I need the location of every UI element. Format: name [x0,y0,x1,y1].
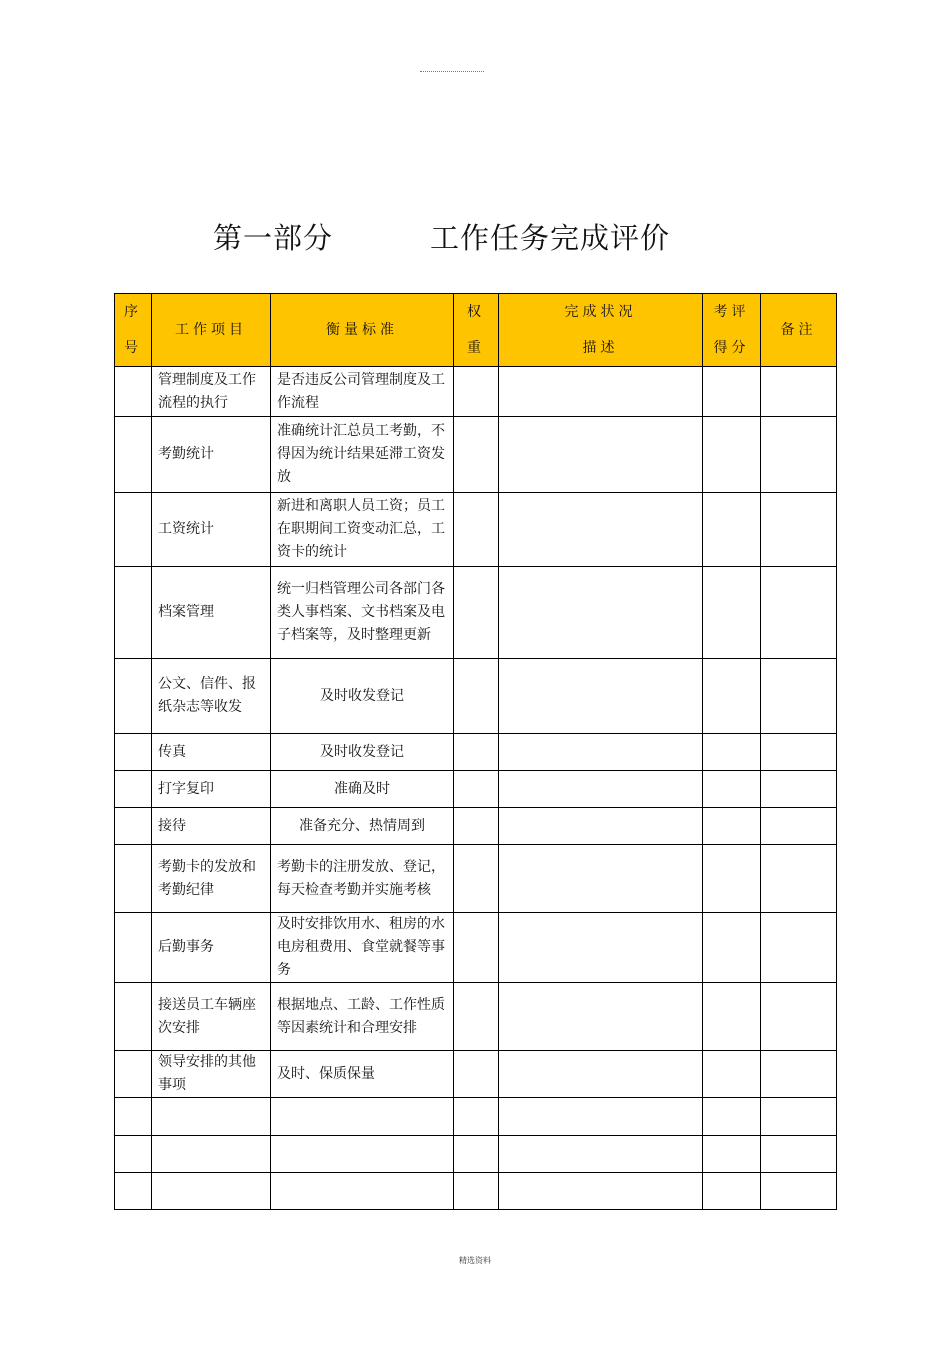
header-weight [454,294,499,367]
seq-cell[interactable] [115,1051,152,1098]
page-footer: 精选资料 [459,1256,491,1265]
status-cell[interactable] [499,567,703,659]
seq-cell[interactable] [115,567,152,659]
remarks-cell[interactable] [761,659,837,734]
table-row [115,734,837,771]
remarks-cell[interactable] [761,367,837,417]
weight-cell[interactable] [454,983,499,1051]
remarks-cell[interactable] [761,771,837,808]
weight-cell[interactable] [454,1051,499,1098]
standard-cell: 及时收发登记 [271,659,454,734]
weight-cell[interactable] [454,845,499,913]
item-cell: 接待 [152,808,271,845]
seq-cell[interactable] [115,1173,152,1210]
item-cell: 考勤卡的发放和考勤纪律 [152,845,271,913]
status-cell[interactable] [499,659,703,734]
weight-cell[interactable] [454,367,499,417]
score-cell[interactable] [703,1051,761,1098]
weight-cell[interactable] [454,493,499,567]
score-cell[interactable] [703,845,761,913]
seq-cell[interactable] [115,734,152,771]
status-cell[interactable] [499,417,703,493]
item-cell: 管理制度及工作流程的执行 [152,367,271,417]
standard-cell: 考勤卡的注册发放、登记，每天检查考勤并实施考核 [271,845,454,913]
status-cell[interactable] [499,1098,703,1136]
standard-cell: 是否违反公司管理制度及工作流程 [271,367,454,417]
status-cell[interactable] [499,845,703,913]
table-row [115,417,837,493]
score-cell[interactable] [703,808,761,845]
seq-cell[interactable] [115,771,152,808]
remarks-cell[interactable] [761,808,837,845]
standard-cell: 新进和离职人员工资；员工在职期间工资变动汇总，工资卡的统计 [271,493,454,567]
header-remarks: 备注 [761,294,837,367]
item-cell: 传真 [152,734,271,771]
standard-cell: 及时收发登记 [271,734,454,771]
weight-cell[interactable] [454,913,499,983]
standard-cell: 准确及时 [271,771,454,808]
table-row [115,983,837,1051]
status-cell[interactable] [499,983,703,1051]
weight-cell[interactable] [454,808,499,845]
remarks-cell[interactable] [761,417,837,493]
weight-cell[interactable] [454,417,499,493]
seq-cell[interactable] [115,913,152,983]
seq-cell[interactable] [115,1098,152,1136]
standard-cell[interactable] [271,1098,454,1136]
item-cell: 领导安排的其他事项 [152,1051,271,1098]
status-cell[interactable] [499,771,703,808]
status-cell[interactable] [499,734,703,771]
status-cell[interactable] [499,367,703,417]
score-cell[interactable] [703,417,761,493]
remarks-cell[interactable] [761,1051,837,1098]
seq-cell[interactable] [115,493,152,567]
item-cell: 公文、信件、报纸杂志等收发 [152,659,271,734]
header-status [499,294,703,367]
header-status-line1: 完成状况 [564,304,637,320]
standard-cell: 统一归档管理公司各部门各类人事档案、文书档案及电子档案等，及时整理更新 [271,567,454,659]
weight-cell[interactable] [454,1173,499,1210]
item-cell[interactable] [152,1136,271,1173]
remarks-cell[interactable] [761,734,837,771]
page-title [0,218,950,258]
remarks-cell[interactable] [761,493,837,567]
status-cell[interactable] [499,1136,703,1173]
seq-cell[interactable] [115,417,152,493]
header-seq-line1: 序 [124,304,142,320]
seq-cell[interactable] [115,808,152,845]
score-cell[interactable] [703,367,761,417]
table-row [115,659,837,734]
remarks-cell[interactable] [761,1098,837,1136]
remarks-cell[interactable] [761,567,837,659]
title-name: 工作任务完成评价 [430,221,671,255]
remarks-cell[interactable] [761,1136,837,1173]
score-cell[interactable] [703,1173,761,1210]
header-standard: 衡量标准 [271,294,454,367]
seq-cell[interactable] [115,367,152,417]
score-cell[interactable] [703,1136,761,1173]
standard-cell[interactable] [271,1173,454,1210]
seq-cell[interactable] [115,983,152,1051]
table-row [115,845,837,913]
score-cell[interactable] [703,983,761,1051]
item-cell: 考勤统计 [152,417,271,493]
header-score [703,294,761,367]
score-cell[interactable] [703,1098,761,1136]
status-cell[interactable] [499,913,703,983]
score-cell[interactable] [703,567,761,659]
header-weight-line2: 重 [467,340,485,356]
weight-cell[interactable] [454,771,499,808]
table-row [115,808,837,845]
score-cell[interactable] [703,493,761,567]
weight-cell[interactable] [454,1098,499,1136]
header-row [115,294,837,367]
remarks-cell[interactable] [761,983,837,1051]
status-cell[interactable] [499,808,703,845]
header-seq-line2: 号 [124,340,142,356]
table-row [115,493,837,567]
item-cell: 工资统计 [152,493,271,567]
standard-cell: 准备充分、热情周到 [271,808,454,845]
table-row [115,567,837,659]
score-cell[interactable] [703,659,761,734]
standard-cell: 及时安排饮用水、租房的水电房租费用、食堂就餐等事务 [271,913,454,983]
score-cell[interactable] [703,771,761,808]
weight-cell[interactable] [454,1136,499,1173]
seq-cell[interactable] [115,1136,152,1173]
item-cell: 档案管理 [152,567,271,659]
status-cell[interactable] [499,1051,703,1098]
seq-cell[interactable] [115,659,152,734]
standard-cell[interactable] [271,1136,454,1173]
table-row [115,1136,837,1173]
remarks-cell[interactable] [761,845,837,913]
remarks-cell[interactable] [761,913,837,983]
header-item: 工作项目 [152,294,271,367]
status-cell[interactable] [499,493,703,567]
item-cell[interactable] [152,1098,271,1136]
table-row [115,367,837,417]
score-cell[interactable] [703,913,761,983]
item-cell[interactable] [152,1173,271,1210]
header-score-line2: 得分 [713,340,750,356]
weight-cell[interactable] [454,567,499,659]
weight-cell[interactable] [454,734,499,771]
table-row [115,1098,837,1136]
header-seq [115,294,152,367]
standard-cell: 准确统计汇总员工考勤，不得因为统计结果延滞工资发放 [271,417,454,493]
header-status-line2: 描述 [582,340,619,356]
table-row [115,1051,837,1098]
item-cell: 打字复印 [152,771,271,808]
standard-cell: 及时、保质保量 [271,1051,454,1098]
table-row [115,771,837,808]
standard-cell: 根据地点、工龄、工作性质等因素统计和合理安排 [271,983,454,1051]
header-score-line1: 考评 [713,304,750,320]
table-row [115,1173,837,1210]
title-part: 第一部分 [213,221,334,255]
weight-cell[interactable] [454,659,499,734]
seq-cell[interactable] [115,845,152,913]
header-weight-line1: 权 [467,304,485,320]
status-cell[interactable] [499,1173,703,1210]
top-dotted-rule [420,71,484,72]
remarks-cell[interactable] [761,1173,837,1210]
evaluation-table [114,293,837,1210]
table-row [115,913,837,983]
score-cell[interactable] [703,734,761,771]
item-cell: 后勤事务 [152,913,271,983]
item-cell: 接送员工车辆座次安排 [152,983,271,1051]
